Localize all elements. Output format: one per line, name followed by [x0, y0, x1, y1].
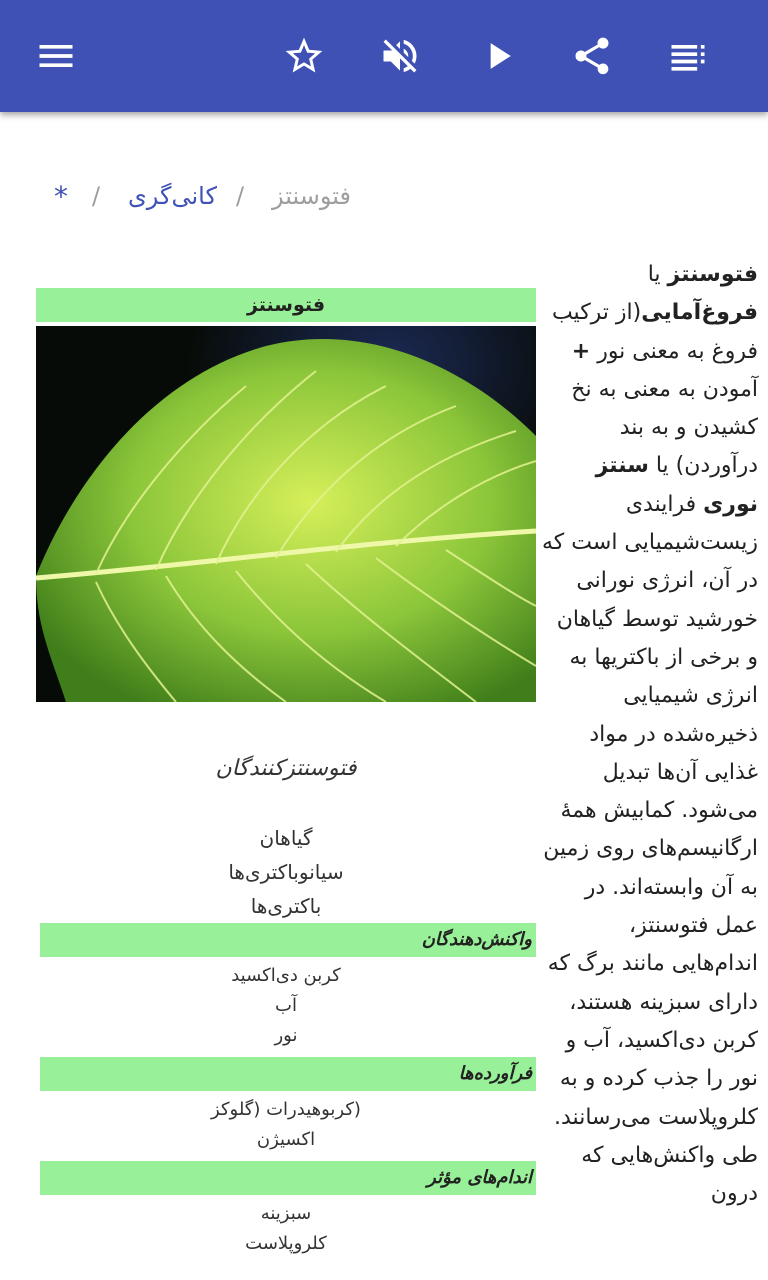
list-item: باکتری‌ها — [250, 894, 322, 918]
infobox-caption: فتوسنتزکنندگان — [215, 756, 357, 781]
list-item: کربن دی‌اکسید — [231, 965, 341, 986]
list-item: (کربوهیدرات (گلوکز — [211, 1099, 361, 1120]
share-icon[interactable] — [568, 32, 616, 80]
products-list — [36, 1091, 536, 1161]
producers-list — [36, 821, 536, 923]
breadcrumb-separator: / — [92, 182, 101, 210]
infobox — [36, 288, 536, 1265]
list-item: سبزینه — [260, 1203, 312, 1224]
playlist-icon[interactable] — [664, 32, 712, 80]
list-item: کلروپلاست — [245, 1233, 327, 1254]
breadcrumb — [0, 180, 768, 220]
article-term: فتوسنتز — [667, 262, 758, 287]
list-item: نور — [274, 1025, 298, 1046]
list-item: گیاهان — [259, 826, 313, 850]
reactants-list — [36, 957, 536, 1057]
breadcrumb-current: فتوسنتز — [272, 182, 351, 210]
volume-off-icon[interactable] — [376, 32, 424, 80]
app-bar — [0, 0, 768, 112]
breadcrumb-separator: / — [236, 182, 245, 210]
article-content — [0, 256, 768, 1280]
list-item: سیانوباکتری‌ها — [228, 860, 344, 884]
menu-icon[interactable] — [32, 32, 80, 80]
breadcrumb-home[interactable]: * — [54, 180, 68, 213]
star-icon[interactable] — [280, 32, 328, 80]
leaf-image[interactable] — [36, 326, 536, 702]
breadcrumb-parent[interactable]: کانی‌گری — [128, 182, 217, 210]
list-item: اکسیژن — [256, 1129, 316, 1150]
products-header: فرآورده‌ها — [40, 1057, 536, 1091]
reactants-header: واکنش‌دهندگان — [40, 923, 536, 957]
article-text: فتوسنتز یا فروغ‌آمایی(از ترکیب فروغ به معنی نور + آمودن به معنی به نخ کشیدن و به بند درآوردن) یا سنتز نوری فرایندی زیست‌شیمیایی است که در آن، انرژی نورانی خورشید توسط گیاهان و برخی از باکتریها به انرژی شیمیایی ذخیره‌شده در مواد غذایی آن‌ها تبدیل می‌شود. کمابیش همهٔ ارگانیسم‌های روی زمین به آن وابسته‌اند. در عمل فتوسنتز، اندام‌هایی مانند برگ که دارای سبزینه هستند، کربن دی‌اکسید، آب و نور را جذب کرده و به کلروپلاست می‌رسانند. طی واکنش‌هایی که درون — [542, 262, 758, 1207]
organs-list — [36, 1195, 536, 1265]
article-term: فروغ‌آمایی — [641, 300, 758, 326]
play-icon[interactable] — [474, 32, 522, 80]
list-item: آب — [275, 995, 297, 1016]
infobox-title: فتوسنتز — [36, 288, 536, 322]
organs-header: اندام‌های مؤثر — [40, 1161, 536, 1195]
article-term: سنتز نوری — [595, 453, 758, 517]
